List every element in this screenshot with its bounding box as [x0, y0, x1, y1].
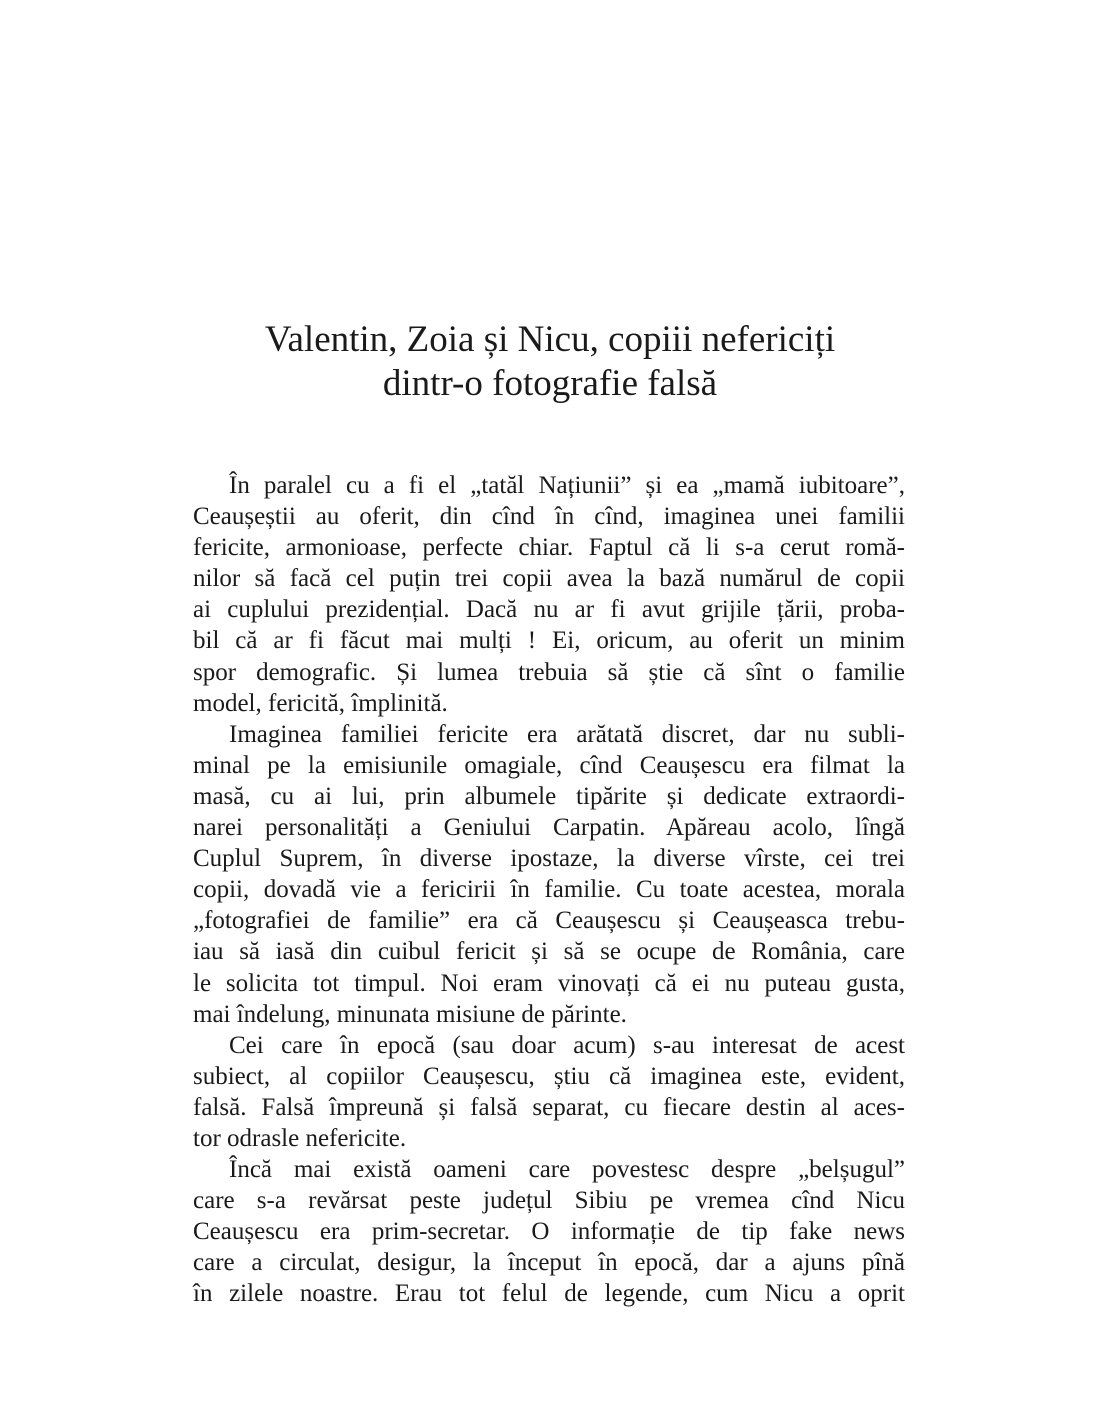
text-line: Ceaușescu era prim-secretar. O informație de tip fake news	[193, 1218, 905, 1246]
text-line: în zilele noastre. Erau tot felul de legende, cum Nicu a oprit	[193, 1280, 905, 1308]
text-line: care s-a revărsat peste județul Sibiu pe vremea cînd Nicu	[193, 1187, 905, 1215]
text-line: minal pe la emisiunile omagiale, cînd Ceaușescu era filmat la	[193, 751, 905, 779]
text-line: „fotografiei de familie” era că Ceaușescu și Ceaușeasca trebu-	[193, 907, 905, 935]
text-line: copii, dovadă vie a fericirii în familie. Cu toate acestea, morala	[193, 876, 905, 904]
text-line: fericite, armonioase, perfecte chiar. Faptul că li s-a cerut romă-	[193, 534, 905, 562]
paragraph	[193, 1030, 905, 1154]
paragraph	[193, 719, 905, 1030]
text-line: iau să iasă din cuibul fericit și să se ocupe de România, care	[193, 938, 905, 966]
text-line: Cei care în epocă (sau doar acum) s-au interesat de acest	[229, 1031, 905, 1059]
text-line: ai cuplului prezidențial. Dacă nu ar fi avut grijile țării, proba-	[193, 596, 905, 624]
paragraph	[193, 470, 905, 719]
text-line: Imaginea familiei fericite era arătată discret, dar nu subli-	[229, 720, 905, 748]
text-line: subiect, al copiilor Ceaușescu, știu că imaginea este, evident,	[193, 1062, 905, 1090]
text-line: narei personalități a Geniului Carpatin. Apăreau acolo, lîngă	[193, 814, 905, 842]
text-line: Ceaușeștii au oferit, din cînd în cînd, imaginea unei familii	[193, 503, 905, 531]
paragraph	[193, 1154, 905, 1309]
text-line: tor odrasle nefericite.	[193, 1124, 407, 1152]
text-line: bil că ar fi făcut mai mulți ! Ei, oricum, au oferit un minim	[193, 627, 905, 655]
text-line: masă, cu ai lui, prin albumele tipărite și dedicate extraordi-	[193, 782, 905, 810]
text-line: spor demografic. Și lumea trebuia să știe că sînt o familie	[193, 658, 905, 686]
chapter-body-text	[193, 470, 905, 1310]
chapter-title-line: Valentin, Zoia și Nicu, copiii nefericiți	[264, 319, 836, 360]
chapter-title	[150, 318, 950, 406]
text-line: le solicita tot timpul. Noi eram vinovați că ei nu puteau gusta,	[193, 969, 905, 997]
text-line: care a circulat, desigur, la început în epocă, dar a ajuns pînă	[193, 1249, 905, 1277]
text-line: model, fericită, împlinită.	[193, 689, 448, 717]
text-line: nilor să facă cel puțin trei copii avea la bază numărul de copii	[193, 565, 905, 593]
text-line: În paralel cu a fi el „tatăl Națiunii” și ea „mamă iubitoare”,	[229, 472, 905, 499]
text-line: falsă. Falsă împreună și falsă separat, cu fiecare destin al aces-	[193, 1093, 905, 1121]
text-line: Încă mai există oameni care povestesc despre „belșugul”	[229, 1156, 905, 1184]
text-line: Cuplul Suprem, în diverse ipostaze, la diverse vîrste, cei trei	[193, 845, 905, 873]
chapter-title-line: dintr-o fotografie falsă	[382, 363, 718, 404]
text-line: mai îndelung, minunata misiune de părinte.	[193, 1000, 627, 1028]
